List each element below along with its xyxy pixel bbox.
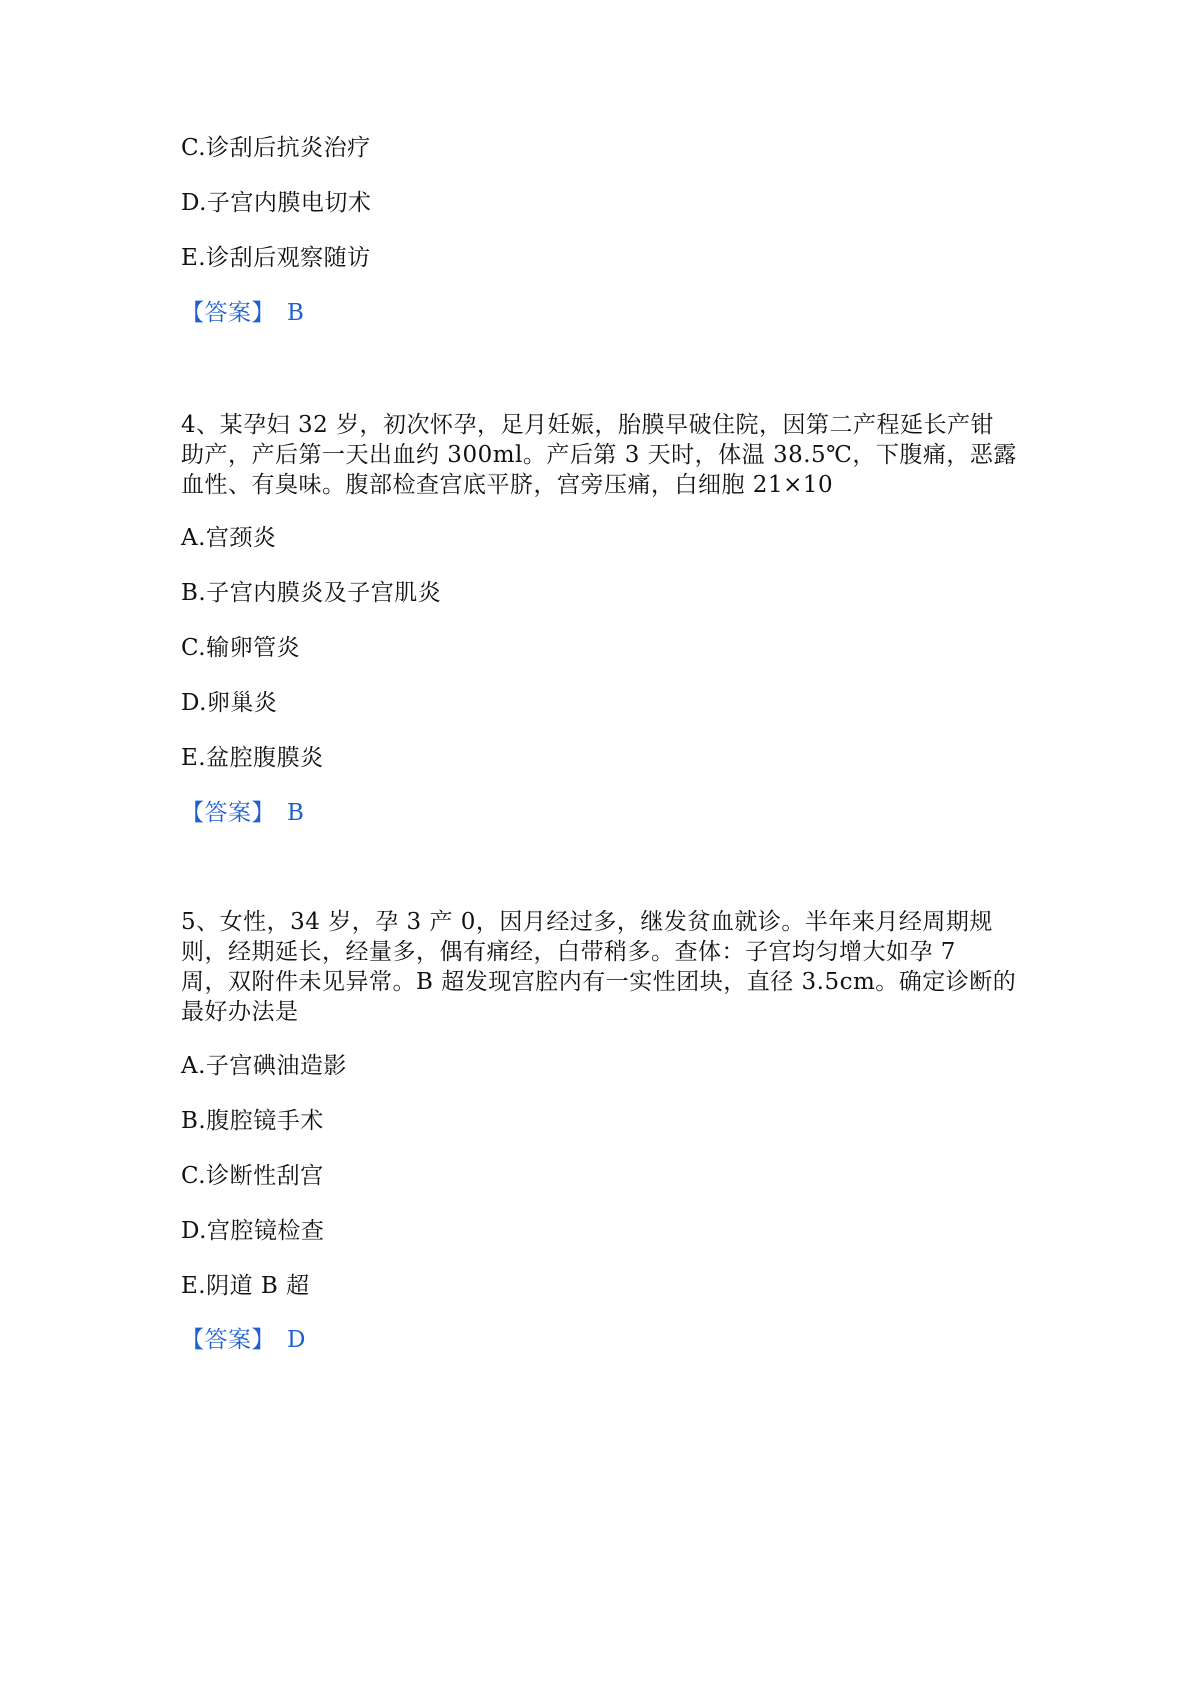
q4-answer bbox=[181, 798, 304, 828]
q3-option-e: E.诊刮后观察随访 bbox=[181, 245, 371, 271]
q4-option-a: A.宫颈炎 bbox=[181, 525, 277, 551]
q5-option-c: C.诊断性刮宫 bbox=[181, 1163, 324, 1189]
q3-answer-value: B bbox=[287, 300, 305, 326]
q4-answer-value: B bbox=[287, 800, 305, 826]
q5-stem-line-4: 最好办法是 bbox=[181, 999, 299, 1025]
q3-answer bbox=[181, 298, 304, 328]
q5-stem-line-1: 5、女性，34 岁，孕 3 产 0，因月经过多，继发贫血就诊。半年来月经周期规 bbox=[181, 909, 993, 935]
q4-stem-line-2: 助产，产后第一天出血约 300ml。产后第 3 天时，体温 38.5℃，下腹痛，恶露 bbox=[181, 442, 1017, 468]
q5-option-b: B.腹腔镜手术 bbox=[181, 1108, 324, 1134]
q4-stem-line-1: 4、某孕妇 32 岁，初次怀孕，足月妊娠，胎膜早破住院，因第二产程延长产钳 bbox=[181, 412, 995, 438]
q5-option-e: E.阴道 B 超 bbox=[181, 1273, 310, 1299]
q4-option-c: C.输卵管炎 bbox=[181, 635, 301, 661]
q5-answer-label: 【答案】 bbox=[181, 1327, 275, 1353]
q4-option-d: D.卵巢炎 bbox=[181, 690, 278, 716]
q4-answer-label: 【答案】 bbox=[181, 800, 275, 826]
q5-stem-line-2: 则，经期延长，经量多，偶有痛经，白带稍多。查体：子宫均匀增大如孕 7 bbox=[181, 939, 956, 965]
q4-option-b: B.子宫内膜炎及子宫肌炎 bbox=[181, 580, 442, 606]
q4-stem-line-3: 血性、有臭味。腹部检查宫底平脐，宫旁压痛，白细胞 21×10 bbox=[181, 472, 834, 498]
q5-option-a: A.子宫碘油造影 bbox=[181, 1053, 347, 1079]
q4-option-e: E.盆腔腹膜炎 bbox=[181, 745, 324, 771]
q5-answer-value: D bbox=[287, 1327, 306, 1353]
q3-option-c: C.诊刮后抗炎治疗 bbox=[181, 135, 371, 161]
q5-answer bbox=[181, 1325, 306, 1355]
q5-stem-line-3: 周，双附件未见异常。B 超发现宫腔内有一实性团块，直径 3.5cm。确定诊断的 bbox=[181, 969, 1017, 995]
q3-option-d: D.子宫内膜电切术 bbox=[181, 190, 372, 216]
q3-answer-label: 【答案】 bbox=[181, 300, 275, 326]
q5-option-d: D.宫腔镜检查 bbox=[181, 1218, 325, 1244]
